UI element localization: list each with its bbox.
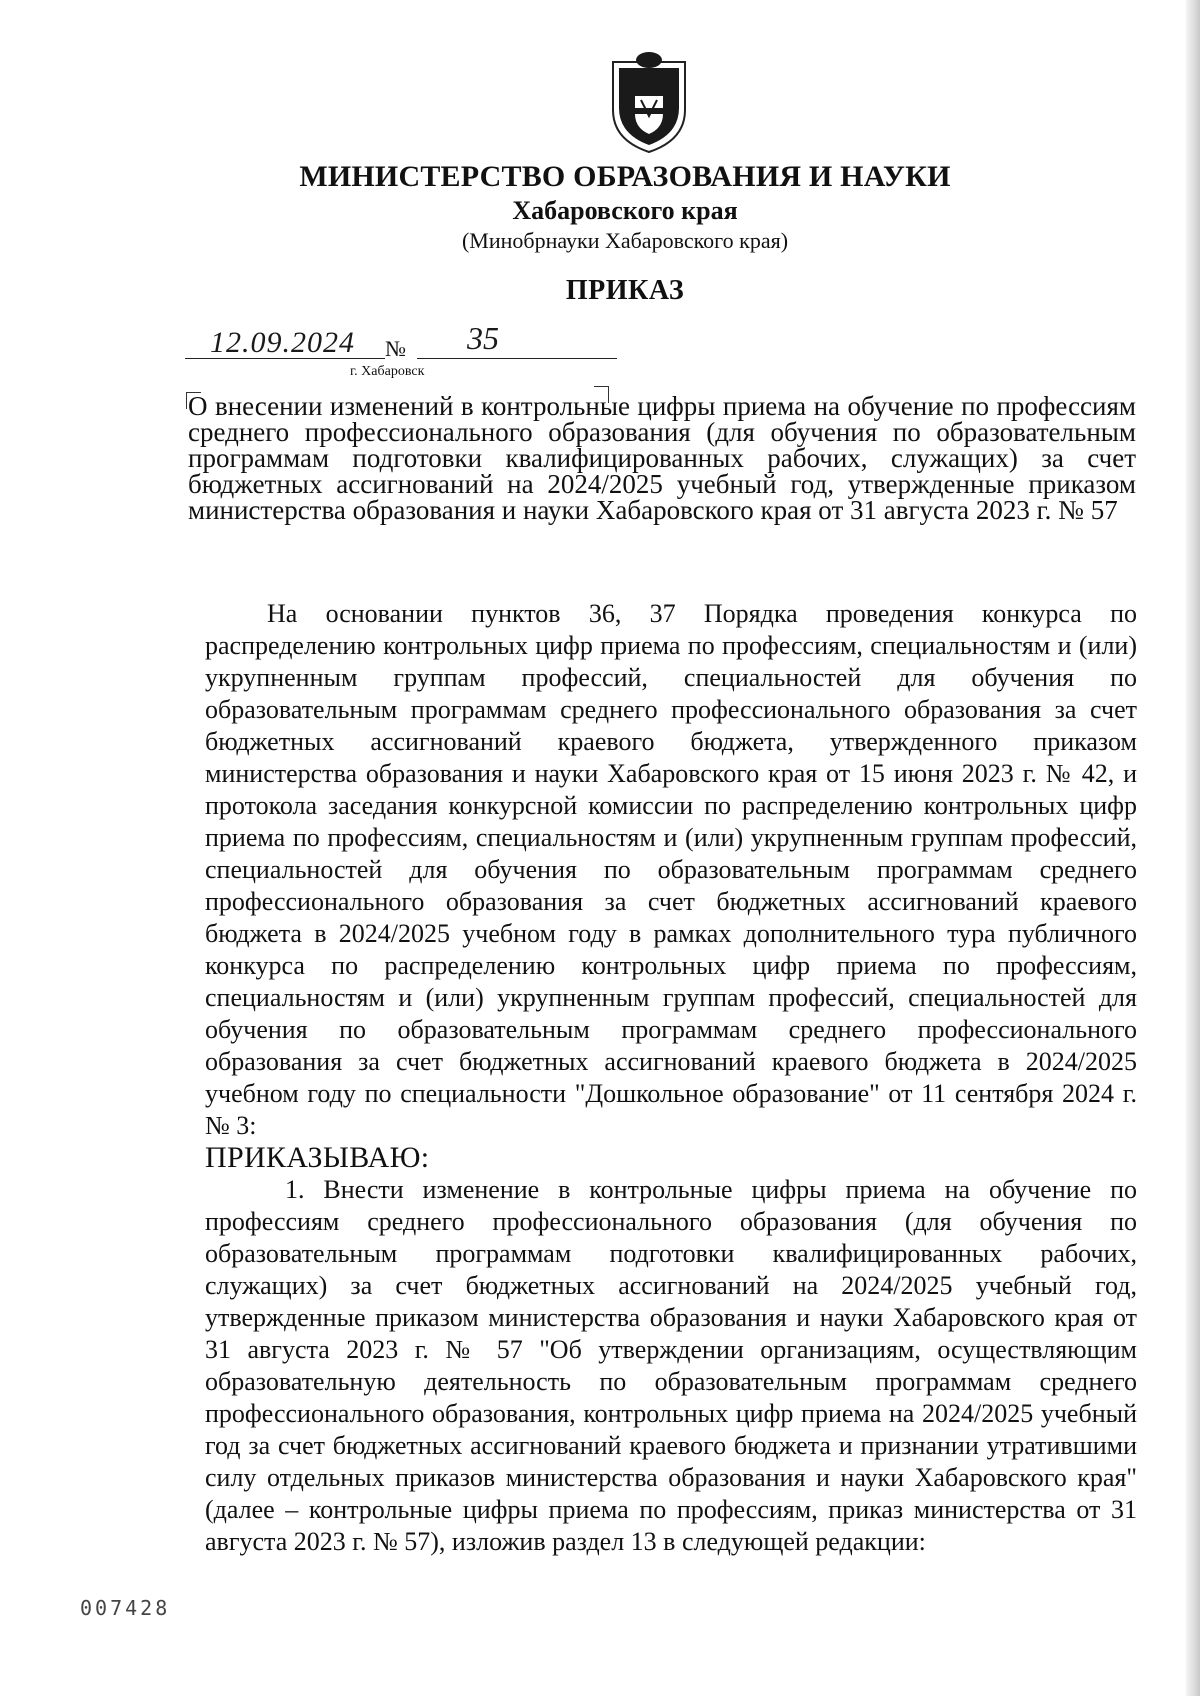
number-underline bbox=[417, 358, 617, 359]
order-item-1: 1. Внести изменение в контрольные цифры приема на обучение по профессиям среднего профессионального образования (для обучения по образовательным программам подготовки квалифицированных рабочих, служащих) за счет бюджетных ассигнований на 2024/2025 учебный год, утвержденные приказом министерства образования и науки Хабаровского края от 31 августа 2023 г. № 57 "Об утверждении организациям, осуществляющим образовательную деятельность по образовательным программам среднего профессионального образования, контрольных цифр приема на 2024/2025 учебный год за счет бюджетных ассигнований краевого бюджета и признании утратившими силу отдельных приказов министерства образования и науки Хабаровского края" (далее – контрольные цифры приема по профессиям, приказ министерства от 31 августа 2023 г. № 57), изложив раздел 13 в следующей редакции: bbox=[205, 1175, 1137, 1556]
order-date: 12.09.2024 bbox=[210, 326, 355, 359]
preamble-paragraph: На основании пунктов 36, 37 Порядка проведения конкурса по распределению контрольных цифр приема по профессиям, специальностям и (или) укрупненным группам профессий, специальностей для обучения по образовательным программам среднего профессионального образования за счет бюджетных ассигнований краевого бюджета, утвержденного приказом министерства образования и науки Хабаровского края от 15 июня 2023 г. № 42, и протокола заседания конкурсной комиссии по распределению контрольных цифр приема по профессиям, специальностям и (или) укрупненным группам профессий, специальностей для обучения по образовательным программам среднего профессионального образования за счет бюджетных ассигнований краевого бюджета в 2024/2025 учебном году в рамках дополнительного тура публичного конкурса по распределению контрольных цифр приема по профессиям, специальностям и (или) укрупненным группам профессий, специальностей для обучения по образовательным программам среднего профессионального образования за счет бюджетных ассигнований краевого бюджета в 2024/2025 учебном году по специальности "Дошкольное образование" от 11 сентября 2024 г. № 3: bbox=[205, 599, 1137, 1140]
scan-edge-shadow bbox=[1186, 0, 1200, 1696]
order-number: 35 bbox=[467, 320, 499, 356]
organization-title: МИНИСТЕРСТВО ОБРАЗОВАНИЯ И НАУКИ bbox=[299, 160, 951, 193]
coat-of-arms-icon bbox=[605, 48, 693, 156]
date-number-line bbox=[185, 320, 615, 362]
organization-short-name: (Минобрнауки Хабаровского края) bbox=[461, 228, 789, 253]
order-subject: О внесении изменений в контрольные цифры приема на обучение по профессиям среднего профессионального образования (для обучения по образовательным программам подготовки квалифицированных рабочих, служащих) за счет бюджетных ассигнований на 2024/2025 учебный год, утвержденные приказом министерства образования и науки Хабаровского края от 31 августа 2023 г. № 57 bbox=[188, 391, 1136, 525]
order-body bbox=[205, 598, 1137, 1558]
date-underline bbox=[185, 358, 385, 359]
number-sign: № bbox=[385, 336, 406, 361]
city-label: г. Хабаровск bbox=[350, 364, 425, 379]
order-word: ПРИКАЗЫВАЮ: bbox=[205, 1141, 430, 1174]
page-stamp-number: 007428 bbox=[80, 1596, 171, 1620]
region-title: Хабаровского края bbox=[512, 196, 738, 225]
document-type: ПРИКАЗ bbox=[565, 275, 685, 306]
